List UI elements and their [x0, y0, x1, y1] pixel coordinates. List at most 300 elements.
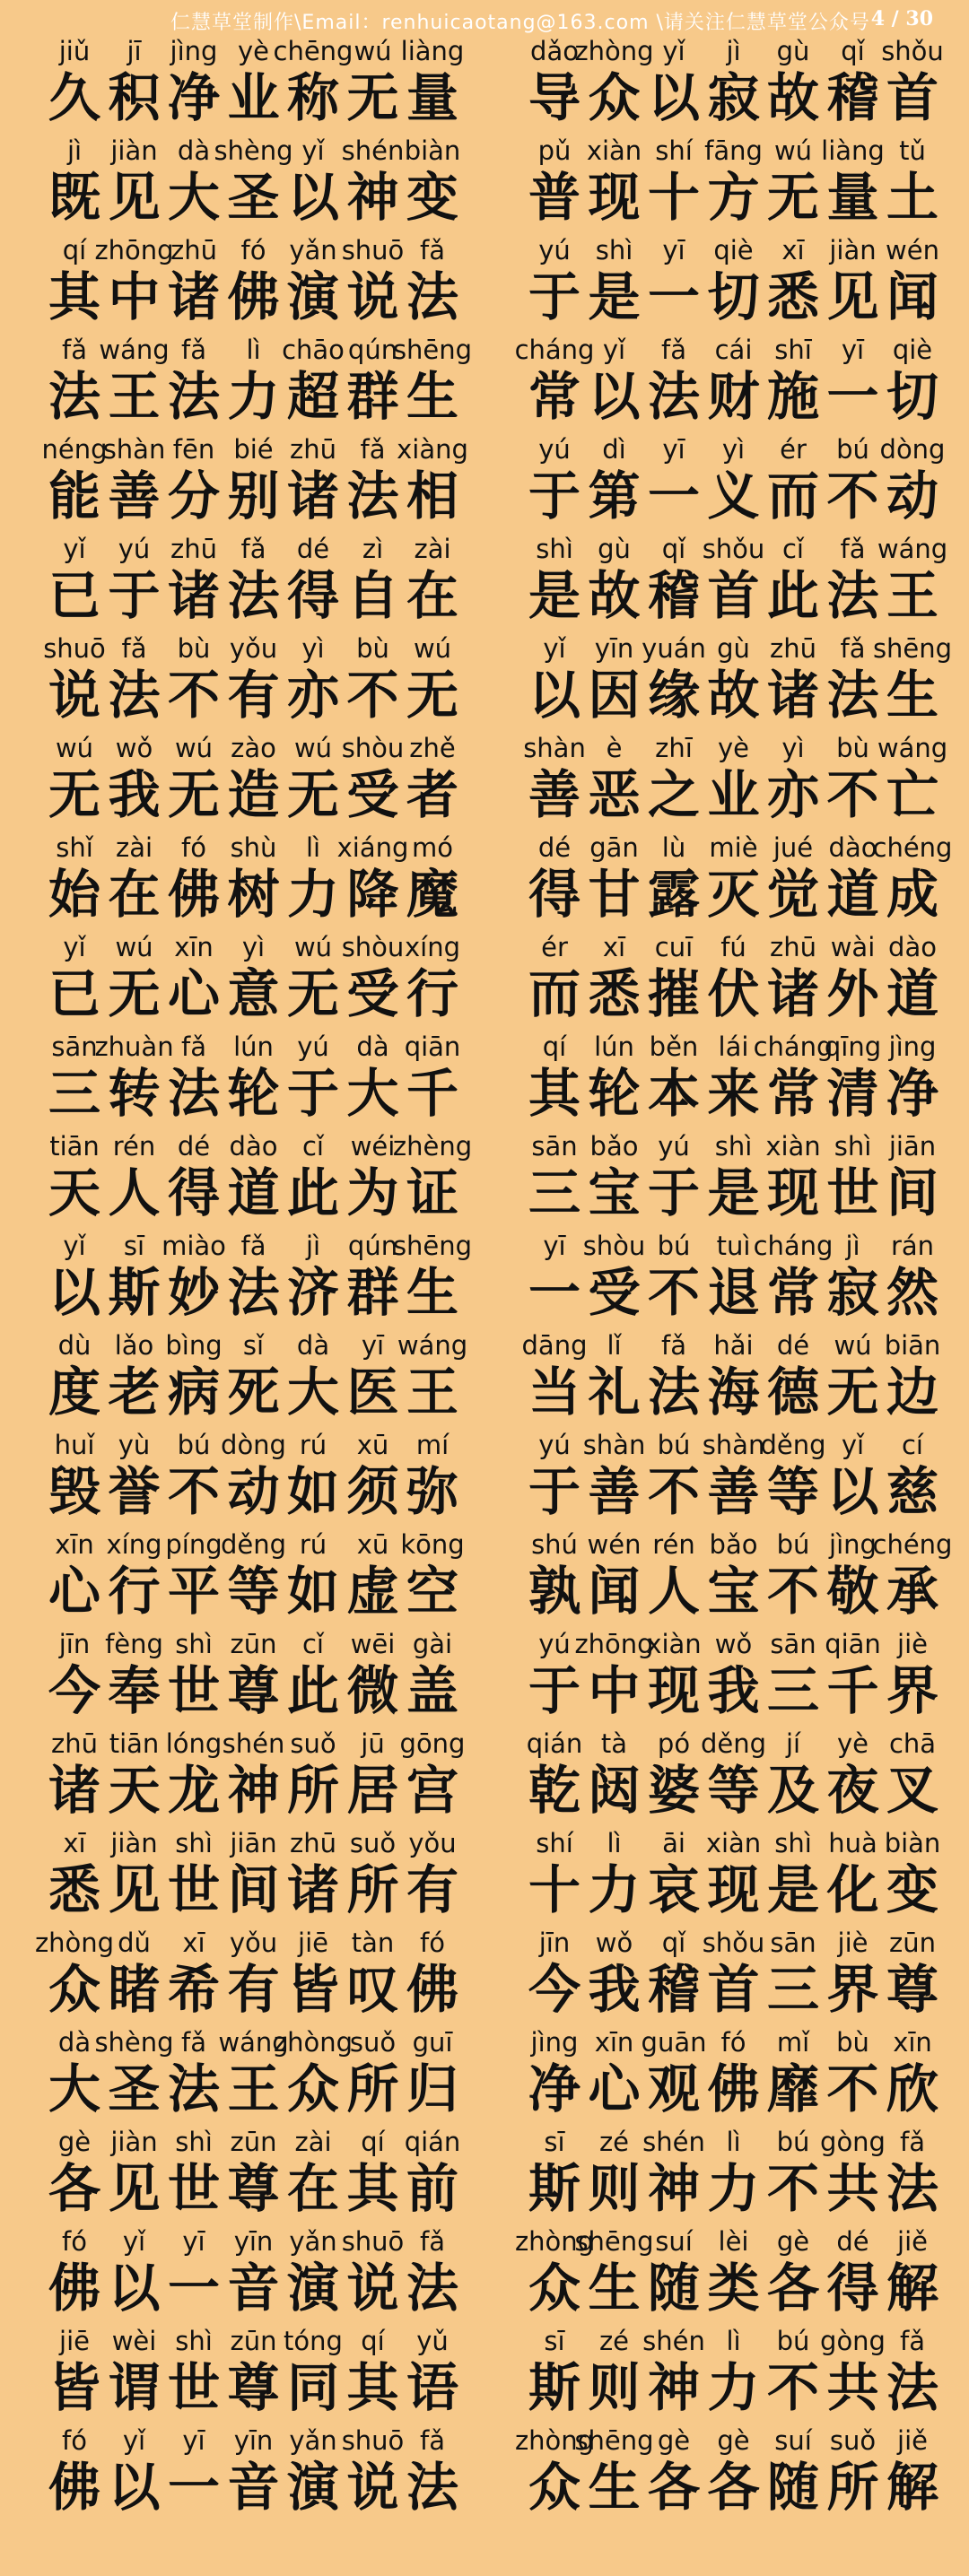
pinyin: jī — [127, 36, 142, 66]
character-cell — [45, 1327, 104, 1426]
character-cell — [585, 1028, 644, 1127]
hanzi: 共 — [826, 2158, 879, 2219]
character-cell — [824, 2023, 883, 2123]
hanzi: 证 — [406, 1162, 458, 1223]
character-cell — [820, 2123, 886, 2223]
character-cell — [883, 132, 942, 231]
hanzi: 天 — [108, 1760, 161, 1821]
hanzi: 闼 — [588, 1760, 641, 1821]
pinyin: fǎ — [420, 2425, 445, 2456]
verse-line — [45, 2422, 942, 2521]
hanzi: 亦 — [766, 764, 819, 825]
pinyin: yǐ — [602, 335, 626, 365]
pinyin: biàn — [884, 1828, 941, 1858]
character-cell — [764, 630, 823, 729]
pinyin: yú — [538, 1430, 571, 1460]
pinyin: qián — [526, 1728, 583, 1759]
character-cell — [397, 1327, 468, 1426]
character-cell — [585, 530, 644, 630]
hanzi: 业 — [707, 764, 760, 825]
hanzi: 闻 — [588, 1561, 641, 1622]
character-cell — [224, 2223, 284, 2322]
pinyin: zhū — [51, 1728, 98, 1759]
character-cell — [284, 1028, 343, 1127]
pinyin: wáng — [877, 534, 948, 564]
pinyin: qǐ — [841, 36, 865, 66]
verse-phrase-right — [525, 1824, 942, 1924]
character-cell — [344, 1824, 403, 1924]
pinyin: lún — [233, 1031, 274, 1062]
character-cell — [585, 1127, 644, 1227]
character-cell — [585, 630, 644, 729]
hanzi: 济 — [286, 1262, 339, 1323]
pinyin: gōng — [399, 1728, 466, 1759]
pinyin: shuō — [43, 633, 106, 664]
pinyin: wú — [55, 733, 94, 763]
hanzi: 以 — [588, 366, 641, 427]
hanzi: 世 — [167, 2158, 220, 2219]
pinyin: wén — [886, 235, 939, 265]
hanzi: 现 — [707, 1859, 760, 1920]
pinyin: yīn — [233, 2226, 274, 2257]
character-cell — [824, 32, 883, 132]
pinyin: dǎo — [530, 36, 579, 66]
pinyin: mǐ — [776, 2027, 810, 2058]
verse-phrase-right — [525, 530, 948, 630]
character-cell — [164, 2422, 223, 2521]
character-cell — [525, 530, 584, 630]
verse-line — [45, 729, 948, 829]
hanzi: 已 — [48, 963, 100, 1024]
verse-phrase-right — [525, 1725, 942, 1824]
character-cell — [883, 2422, 942, 2521]
pinyin: tàn — [351, 1928, 395, 1958]
verse-line — [45, 1327, 942, 1426]
character-cell — [164, 1725, 223, 1824]
pinyin: zhū — [770, 932, 816, 962]
verse-phrase-right — [525, 630, 953, 729]
hanzi: 一 — [528, 1262, 581, 1323]
character-cell — [344, 1625, 403, 1725]
hanzi: 演 — [286, 2457, 339, 2518]
pinyin: xiàn — [765, 1131, 821, 1162]
pinyin: xī — [63, 1828, 86, 1858]
pinyin: dà — [57, 2027, 92, 2058]
pinyin: bú — [776, 2127, 810, 2157]
character-cell — [164, 431, 223, 530]
character-cell — [525, 829, 584, 928]
hanzi: 语 — [406, 2357, 458, 2418]
character-cell — [644, 1028, 703, 1127]
character-cell — [224, 928, 284, 1028]
character-cell — [644, 431, 703, 530]
pinyin: lù — [661, 832, 686, 863]
character-cell — [284, 1426, 343, 1526]
hanzi: 道 — [227, 1162, 280, 1223]
hanzi: 盖 — [406, 1660, 458, 1721]
pinyin: jiě — [897, 2226, 928, 2257]
pinyin: dé — [296, 534, 330, 564]
hanzi: 佛 — [227, 266, 280, 327]
character-cell — [585, 829, 644, 928]
character-cell — [641, 2023, 707, 2123]
character-cell — [883, 1725, 942, 1824]
character-cell — [94, 231, 174, 331]
pinyin: chēng — [273, 36, 354, 66]
character-cell — [764, 132, 823, 231]
pinyin: fǎ — [420, 235, 445, 265]
pinyin: dì — [602, 434, 626, 465]
character-cell — [644, 829, 703, 928]
pinyin: gòng — [820, 2326, 886, 2356]
pinyin: shí — [655, 135, 693, 166]
pinyin: āi — [662, 1828, 685, 1858]
character-cell — [164, 530, 223, 630]
pinyin: shǒu — [881, 36, 944, 66]
hanzi: 净 — [528, 2058, 581, 2119]
pinyin: bìng — [165, 1330, 223, 1361]
verse-phrase-right — [525, 1526, 953, 1625]
hanzi: 佛 — [707, 2058, 760, 2119]
pinyin: xiàng — [397, 434, 468, 465]
pinyin: wáng — [99, 335, 170, 365]
hanzi: 一 — [647, 266, 700, 327]
pinyin: bù — [836, 733, 869, 763]
hanzi: 故 — [707, 665, 760, 726]
character-cell — [824, 1924, 883, 2023]
character-cell — [164, 2123, 223, 2223]
hanzi: 观 — [647, 2058, 700, 2119]
hanzi: 以 — [647, 67, 700, 128]
hanzi: 演 — [286, 2258, 339, 2319]
character-cell — [400, 32, 465, 132]
pinyin: jīn — [538, 1928, 571, 1958]
pinyin: zūn — [230, 2127, 277, 2157]
pinyin: shú — [531, 1529, 578, 1560]
pinyin: suǒ — [829, 2425, 877, 2456]
verse-phrase-right — [525, 231, 942, 331]
hanzi: 法 — [227, 1262, 280, 1323]
pinyin: shòu — [341, 733, 405, 763]
hanzi: 稽 — [647, 1959, 700, 2020]
verse-phrase-right — [514, 2422, 942, 2521]
character-cell — [164, 928, 223, 1028]
pinyin: gān — [589, 832, 639, 863]
pinyin: jiē — [59, 2326, 90, 2356]
hanzi: 其 — [346, 2158, 399, 2219]
hanzi: 故 — [588, 565, 641, 626]
character-cell — [521, 1327, 588, 1426]
character-cell — [224, 729, 284, 829]
pinyin: qīng — [824, 1031, 882, 1062]
pinyin: miè — [709, 832, 758, 863]
hanzi: 久 — [48, 67, 100, 128]
hanzi: 力 — [227, 366, 280, 427]
character-cell — [214, 132, 293, 231]
hanzi: 见 — [108, 167, 161, 228]
character-cell — [877, 729, 948, 829]
hanzi: 医 — [346, 1362, 399, 1423]
character-cell — [105, 1127, 164, 1227]
character-cell — [224, 1127, 284, 1227]
character-cell — [764, 928, 823, 1028]
hanzi: 谓 — [108, 2357, 161, 2418]
hanzi: 能 — [48, 466, 100, 527]
pinyin: cí — [901, 1430, 923, 1460]
pinyin: bú — [177, 1430, 211, 1460]
character-cell — [336, 829, 409, 928]
hanzi: 量 — [826, 167, 879, 228]
hanzi: 不 — [766, 2158, 819, 2219]
character-cell — [45, 729, 104, 829]
hanzi: 皆 — [286, 1959, 339, 2020]
pinyin: zūn — [230, 2326, 277, 2356]
hanzi: 老 — [108, 1362, 161, 1423]
verse-line — [45, 1824, 942, 1924]
pinyin: bú — [836, 434, 869, 465]
pinyin: shén — [341, 135, 405, 166]
verse-line — [45, 132, 942, 231]
character-cell — [582, 1426, 646, 1526]
character-cell — [105, 1824, 164, 1924]
hanzi: 以 — [826, 1461, 879, 1522]
character-cell — [224, 1327, 284, 1426]
character-cell — [164, 1028, 223, 1127]
verse-line — [45, 1028, 942, 1127]
character-cell — [883, 1227, 942, 1327]
pinyin: yī — [361, 1330, 385, 1361]
pinyin: lì — [726, 2127, 741, 2157]
hanzi: 无 — [766, 167, 819, 228]
verse-phrase-right — [525, 1426, 942, 1526]
hanzi: 以 — [528, 665, 581, 726]
hanzi: 我 — [108, 764, 161, 825]
character-cell — [164, 1824, 223, 1924]
hanzi: 现 — [647, 1660, 700, 1721]
hanzi: 群 — [346, 1262, 399, 1323]
character-cell — [164, 32, 223, 132]
hanzi: 我 — [588, 1959, 641, 2020]
verse-phrase-right — [525, 132, 942, 231]
hanzi: 类 — [707, 2258, 760, 2319]
hanzi: 斯 — [108, 1262, 161, 1323]
pinyin: lǐ — [607, 1330, 622, 1361]
character-cell — [525, 1028, 584, 1127]
hanzi: 无 — [346, 67, 399, 128]
character-cell — [824, 1824, 883, 1924]
hanzi: 病 — [167, 1362, 220, 1423]
character-cell — [224, 630, 284, 729]
hanzi: 摧 — [647, 963, 700, 1024]
character-cell — [644, 331, 703, 431]
pinyin: fǎ — [181, 2027, 206, 2058]
character-cell — [644, 530, 703, 630]
hanzi: 法 — [167, 1063, 220, 1124]
pinyin: qí — [361, 2326, 385, 2356]
verse-line — [34, 1924, 942, 2023]
character-cell — [764, 2322, 823, 2422]
pinyin: gè — [57, 2127, 92, 2157]
pinyin: fó — [720, 2027, 746, 2058]
character-cell — [764, 1526, 823, 1625]
character-cell — [704, 2123, 764, 2223]
hanzi: 轮 — [588, 1063, 641, 1124]
character-cell — [284, 2322, 343, 2422]
character-cell — [224, 1227, 284, 1327]
pinyin: fǎ — [840, 534, 866, 564]
hanzi: 不 — [647, 1461, 700, 1522]
character-cell — [403, 2322, 462, 2422]
hanzi: 说 — [346, 266, 399, 327]
character-cell — [164, 2023, 223, 2123]
hanzi: 法 — [826, 665, 879, 726]
pinyin: jì — [726, 36, 741, 66]
character-cell — [105, 630, 164, 729]
pinyin: yīn — [233, 2425, 274, 2456]
character-cell — [883, 1924, 942, 2023]
pinyin: qún — [347, 335, 398, 365]
verse-phrase-left — [45, 1426, 462, 1526]
hanzi: 无 — [826, 1362, 879, 1423]
hanzi: 王 — [886, 565, 938, 626]
pinyin: shì — [175, 1629, 213, 1659]
verse-line — [45, 1227, 942, 1327]
hanzi: 首 — [707, 565, 760, 626]
hanzi: 奉 — [108, 1660, 161, 1721]
character-cell — [764, 1327, 823, 1426]
character-cell — [224, 1625, 284, 1725]
character-cell — [403, 1824, 462, 1924]
hanzi: 中 — [108, 266, 161, 327]
character-cell — [883, 1824, 942, 1924]
verse-line — [45, 1127, 942, 1227]
hanzi: 不 — [766, 2357, 819, 2418]
character-cell — [704, 630, 764, 729]
pinyin: miào — [162, 1231, 226, 1261]
hanzi: 不 — [167, 665, 220, 726]
character-cell — [344, 1426, 403, 1526]
hanzi: 众 — [528, 2457, 581, 2518]
hanzi: 中 — [588, 1660, 641, 1721]
verse-phrase-left — [45, 132, 462, 231]
hanzi: 平 — [167, 1561, 220, 1622]
hanzi: 受 — [346, 764, 399, 825]
pinyin: zhòng — [574, 36, 654, 66]
hanzi: 间 — [227, 1859, 280, 1920]
pinyin: lún — [594, 1031, 634, 1062]
character-cell — [824, 2422, 883, 2521]
hanzi: 此 — [766, 565, 819, 626]
hanzi: 见 — [826, 266, 879, 327]
hanzi: 无 — [108, 963, 161, 1024]
pinyin: zhuàn — [94, 1031, 174, 1062]
hanzi: 等 — [707, 1760, 760, 1821]
pinyin: shuō — [341, 2226, 405, 2257]
pinyin: qí — [542, 1031, 567, 1062]
hanzi: 众 — [286, 2058, 339, 2119]
hanzi: 化 — [826, 1859, 879, 1920]
character-cell — [284, 1924, 343, 2023]
hanzi: 夜 — [826, 1760, 879, 1821]
pinyin: fǎ — [240, 534, 266, 564]
hanzi: 超 — [286, 366, 339, 427]
character-cell — [273, 32, 354, 132]
pinyin: jīn — [58, 1629, 91, 1659]
character-cell — [392, 1227, 473, 1327]
verse-line — [45, 32, 942, 132]
hanzi: 及 — [766, 1760, 819, 1821]
hanzi: 一 — [826, 366, 879, 427]
hanzi: 始 — [48, 864, 100, 925]
hanzi: 外 — [826, 963, 879, 1024]
hanzi: 王 — [108, 366, 161, 427]
character-cell — [525, 431, 584, 530]
pinyin: xīn — [594, 2027, 634, 2058]
character-cell — [883, 331, 942, 431]
hanzi: 变 — [406, 167, 458, 228]
character-cell — [704, 231, 764, 331]
verse-phrase-right — [525, 2123, 942, 2223]
character-cell — [45, 1426, 104, 1526]
character-cell — [824, 1028, 883, 1127]
verse-phrase-right — [525, 1127, 942, 1227]
hanzi: 以 — [48, 1262, 100, 1323]
pinyin: zhū — [770, 633, 816, 664]
pinyin: xū — [356, 1529, 389, 1560]
hanzi: 法 — [108, 665, 161, 726]
hanzi: 所 — [346, 2058, 399, 2119]
character-cell — [284, 928, 343, 1028]
pinyin: yè — [237, 36, 269, 66]
pinyin: dào — [828, 832, 877, 863]
pinyin: shēng — [872, 633, 953, 664]
pinyin: yǒu — [229, 633, 278, 664]
pinyin: yǐ — [63, 1231, 86, 1261]
hanzi: 降 — [346, 864, 399, 925]
pinyin: qǐ — [661, 534, 686, 564]
pinyin: yè — [717, 733, 749, 763]
character-cell — [99, 331, 170, 431]
pinyin: qí — [62, 235, 87, 265]
hanzi: 而 — [528, 963, 581, 1024]
hanzi: 法 — [406, 2258, 458, 2319]
character-cell — [574, 1625, 654, 1725]
character-cell — [764, 2023, 823, 2123]
hanzi: 诸 — [167, 565, 220, 626]
pinyin: qián — [404, 2127, 461, 2157]
character-cell — [764, 1127, 823, 1227]
hanzi: 心 — [167, 963, 220, 1024]
character-cell — [45, 1526, 104, 1625]
pinyin: bié — [233, 434, 274, 465]
hanzi: 切 — [707, 266, 760, 327]
hanzi: 诸 — [167, 266, 220, 327]
hanzi: 因 — [588, 665, 641, 726]
pinyin: shàn — [582, 1430, 646, 1460]
hanzi: 受 — [346, 963, 399, 1024]
pinyin: ér — [541, 932, 568, 962]
character-cell — [105, 1625, 164, 1725]
character-cell — [525, 1127, 584, 1227]
verse-phrase-left — [45, 1327, 468, 1426]
character-cell — [403, 2422, 462, 2521]
pinyin: cháng — [514, 335, 595, 365]
hanzi: 随 — [766, 2457, 819, 2518]
hanzi: 等 — [227, 1561, 280, 1622]
pinyin: xíng — [404, 932, 460, 962]
pinyin: shuō — [341, 235, 405, 265]
verse-phrase-left — [45, 2023, 462, 2123]
